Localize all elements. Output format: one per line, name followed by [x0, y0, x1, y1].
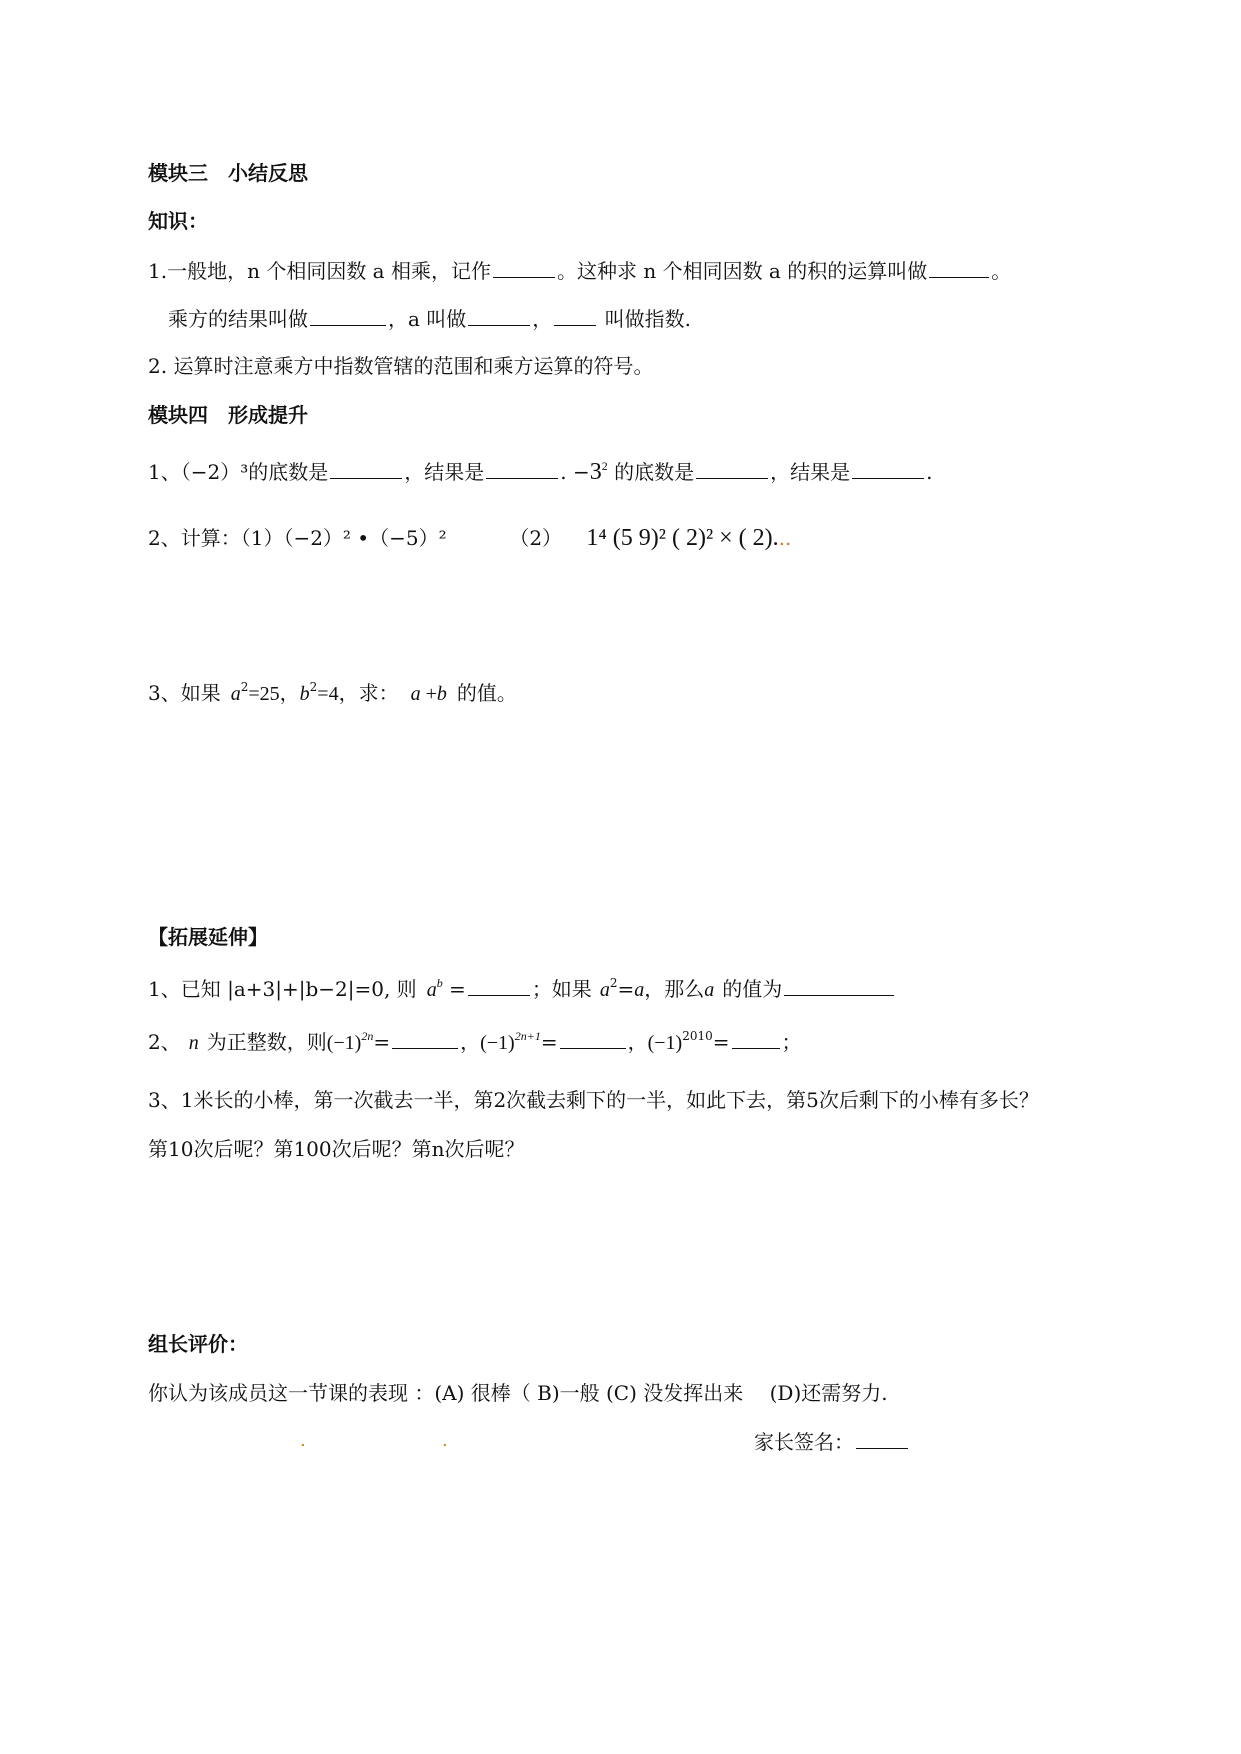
- extension-title: 【拓展延伸】: [148, 925, 268, 949]
- exercise-1: 1、（−2）³的底数是 ，结果是 . $-3^2$ 的底数是 ，结果是 .: [148, 459, 933, 485]
- knowledge-item-1-line-2: 乘方的结果叫做 ，a 叫做 ， 叫做指数.: [168, 307, 691, 331]
- knowledge-item-1: 1.一般地，n 个相同因数 a 相乘，记作 。这种求 n 个相同因数 a 的积的运算叫做 。: [148, 259, 1012, 283]
- exercise-3: 3、如果 $a^2=25$，$b^2=4$，求： a +b 的值。: [148, 680, 517, 705]
- parent-signature: 家长签名：: [754, 1428, 910, 1455]
- blank-base: [468, 305, 530, 326]
- knowledge-item-2: 2. 运算时注意乘方中指数管辖的范围和乘方运算的符号。: [148, 354, 654, 378]
- blank-q1-d: [852, 458, 924, 479]
- blank-operation-name: [929, 257, 989, 278]
- blank-q1-a: [330, 458, 402, 479]
- blank-ext2-b: [560, 1028, 626, 1049]
- blank-signature: [856, 1428, 908, 1449]
- knowledge-label: 知识：: [148, 209, 208, 233]
- exercise-2: 2、计算：（1）（−2）² •（−5）² （2） 1⁴ (5 9)² ( 2)² × ( 2)...: [148, 525, 792, 551]
- decorative-dot: .: [300, 1430, 306, 1451]
- blank-ext2-c: [732, 1028, 780, 1049]
- blank-ext1-b: [784, 975, 894, 996]
- evaluation-title: 组长评价：: [148, 1332, 248, 1356]
- blank-q1-c: [696, 458, 768, 479]
- decorative-dot: .: [442, 1430, 448, 1451]
- blank-q1-b: [486, 458, 558, 479]
- section-4-title: 模块四 形成提升: [148, 403, 308, 427]
- extension-1: 1、已知 |a+3|+|b−2|=0, 则 $a^b$ = ；如果 $a^2=a$，那么a 的值为: [148, 975, 896, 1003]
- exercise-2-expression: 1⁴ (5 9)² ( 2)² × ( 2).: [586, 525, 779, 551]
- blank-ext2-a: [392, 1028, 458, 1049]
- extension-3: 3、1米长的小棒，第一次截去一半，第2次截去剩下的一半，如此下去，第5次后剩下的小棒有多长？: [148, 1088, 1039, 1112]
- blank-power: [310, 305, 386, 326]
- extension-3-line-2: 第10次后呢？第100次后呢？第n次后呢？: [148, 1137, 525, 1161]
- blank-n: [554, 305, 596, 326]
- blank-ext1-a: [468, 975, 530, 996]
- evaluation-question: 你认为该成员这一节课的表现 ：(A) 很棒（ B)一般 (C) 没发挥出来 (D)还需努力.: [148, 1381, 888, 1405]
- extension-2: 2、 n 为正整数，则$(-1)^{2n}=$ ，$(-1)^{2n+1}=$ ，$(-1)^{2010}=$ ；: [148, 1029, 802, 1054]
- blank-notation: [493, 257, 555, 278]
- section-3-title: 模块三 小结反思: [148, 161, 308, 185]
